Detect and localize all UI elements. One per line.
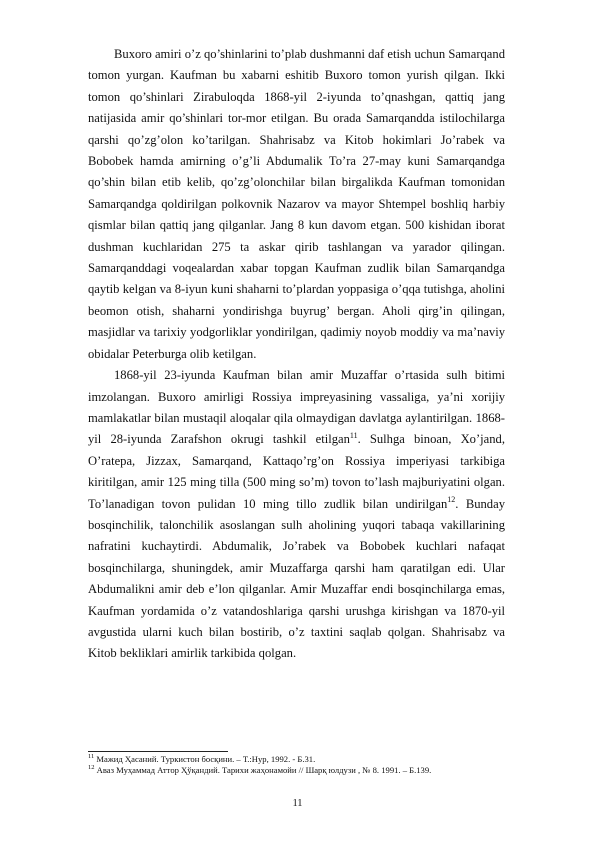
footnote-number: 12 — [88, 764, 95, 772]
footnote-ref-11: 11 — [349, 430, 358, 440]
footnote-12 — [88, 765, 505, 776]
paragraph-1: Buxoro amiri o’z qo’shinlarini to’plab dushmanni daf etish uchun Samarqand tomon yurgan. Kaufman bu xabarni eshitib Buxoro tomon yurish qilgan. Ikki tomon qo’shinlari Zirabuloqda 1868-yil 2-iyunda to’qnashgan, qattiq jang natijasida amir qo’shinlari tor-mor etilgan. Bu orada Samarqandda istilochilarga qarshi qo’zg’olon ko’tarilgan. Shahrisabz va Kitob hokimlari Jo’rabek va Bobobek hamda amirning o’g’li Abdumalik To’ra 27-may kuni Samarqandga qo’shin bilan etib kelib, qo’zg’olonchilar bilan birgalikda Kaufman tomonidan Samarqandga qoldirilgan polkovnik Nazarov va mayor Shtempel boshliq harbiy qismlar bilan qattiq jang qilganlar. Jang 8 kun davom etgan. 500 kishidan iborat dushman kuchlaridan 275 ta askar qirib tashlangan va yarador qilingan. Samarqanddagi voqealardan xabar topgan Kaufman zudlik bilan Samarqandga qaytib kelgan va 8-iyun kuni shaharni to’plardan yoppasiga o’qqa tutishga, aholini beomon otish, shaharni yondirishga buyrug’ bergan. Aholi qirg’in qilingan, masjidlar va tarixiy yodgorliklar yondirilgan, qadimiy noyob moddiy va ma’naviy obidalar Peterburga olib ketilgan. — [88, 47, 505, 361]
page-number: 11 — [292, 798, 303, 809]
footnote-number: 11 — [88, 753, 95, 761]
footnote-separator — [88, 751, 228, 752]
paragraph-2-part-3: . Bunday bosqinchilik, talonchilik asoslangan sulh aholining yuqori tabaqa vakillarining nafratini kuchaytirdi. Abdumalik, Jo’rabek va Bobobek kuchlari nafaqat bosqinchilarga, shuningdek, amir Muzaffarga qarshi ham qaratilgan edi. Ular Abdumalikni amir deb e’lon qilganlar. Amir Muzaffar endi bosqinchilarga emas, Kaufman yordamida o’z vatandoshlariga qarshi urushga kirishgan va 1870-yil avgustida ularni kuch bilan bostirib, o’z taxtini saqlab qolgan. Shahrisabz va Kitob bekliklari amirlik tarkibida qolgan. — [88, 496, 505, 661]
footnote-text: Аваз Муҳаммад Аттор Ҳўқандий. Тарихи жаҳонамойи // Шарқ юлдузи , № 8. 1991. – Б.139. — [94, 765, 432, 776]
paragraph-2 — [88, 365, 505, 665]
footnote-text: Мажид Ҳасаний. Туркистон босқини. – Т.:Нур, 1992. - Б.31. — [94, 754, 316, 764]
paragraph-2-part-2: . Sulhga binoan, Xo’jand, O’ratepa, Jizzax, Samarqand, Kattaqo’rg’on Rossiya imperiyasi tarkibiga kiritilgan, amir 125 ming tilla (500 ming so’m) tovon to’lash majburiyatini olgan. To’lanadigan tovon pulidan 10 ming tillo zudlik bilan undirilgan — [88, 432, 505, 511]
paragraph-2-part-1: 1868-yil 23-iyunda Kaufman bilan amir Muzaffar o’rtasida sulh bitimi imzolangan. Buxoro amirligi Rossiya impreyasining vassaliga, ya’ni xorijiy mamlakatlar bilan mustaqil aloqalar qila olmaydigan davlatga aylantirilgan. 1868-yil 28-iyunda Zarafshon okrugi tashkil etilgan — [88, 368, 505, 447]
footnote-11 — [88, 754, 505, 765]
footnote-ref-12: 12 — [447, 494, 456, 504]
main-text — [88, 44, 505, 665]
footnotes — [88, 754, 505, 777]
